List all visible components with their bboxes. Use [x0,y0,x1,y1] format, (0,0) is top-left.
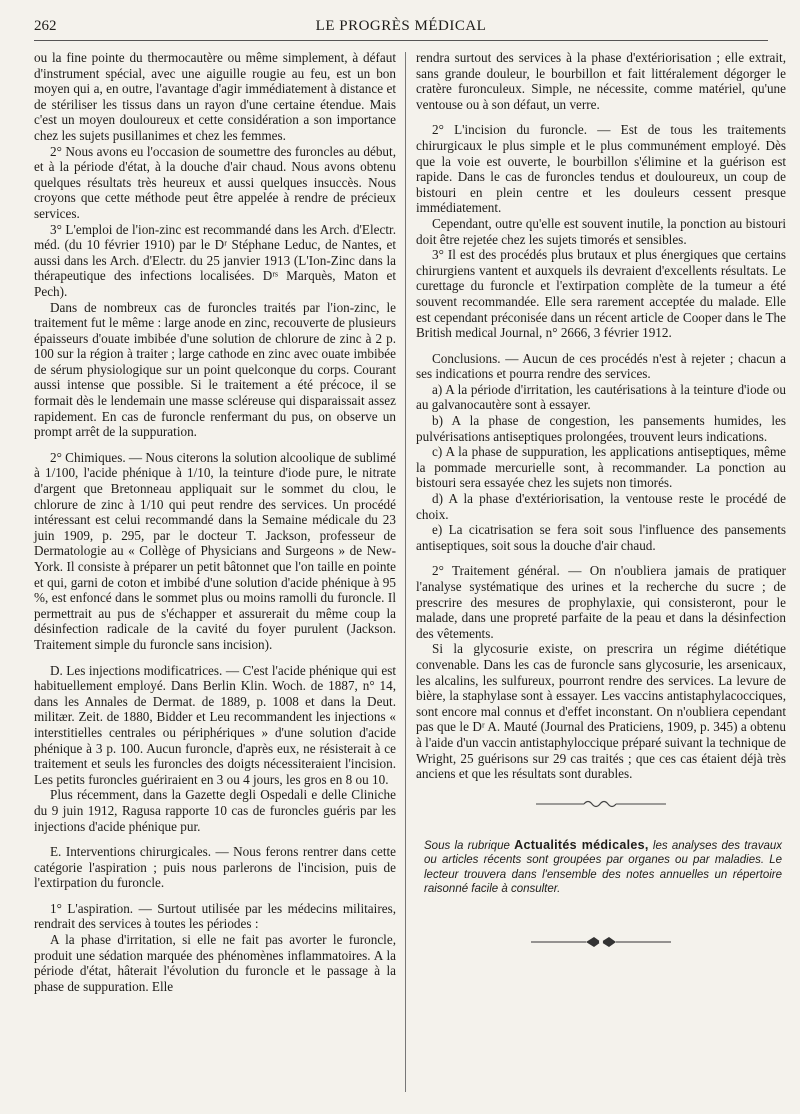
left-column [34,50,396,994]
paragraph: E. Interventions chirurgicales. — Nous ferons rentrer dans cette catégorie l'aspiration ; puis nous parlerons de l'incision, puis de l'extirpation du furoncle. [34,844,396,891]
paragraph: Plus récemment, dans la Gazette degli Ospedali e delle Cliniche du 9 juin 1912, Ragusa rapporte 10 cas de furoncles guéris par les injections d'acide phénique pur. [34,787,396,834]
paragraph: a) A la période d'irritation, les cautérisations à la teinture d'iode ou au galvanocautère sont à essayer. [416,381,786,413]
column-divider [405,52,406,1092]
paragraph: b) A la phase de congestion, les pansements humides, les pulvérisations antiseptiques prolongées, trouvent leurs indications. [416,413,786,444]
paragraph: e) La cicatrisation se fera soit sous l'influence des pansements antiseptiques, soit sous la douche d'air chaud. [416,522,786,553]
flourish-divider [416,798,786,810]
paragraph: Dans de nombreux cas de furoncles traités par l'ion-zinc, le traitement fut le même : large anode en zinc, recouverte de plusieurs épaisseurs d'ouate imbibée d'une solution de chlorure de zinc à 2 p. 100 sur la région à traiter ; large cathode en zinc avec ouate imbibée de sérum physiologique sur un point quelconque du corps. Courant aussi intense que possible. Si le traitement a été précoce, il se formait dès le lendemain une masse scléreuse qui disparaissait assez rapidement. En cas de furoncle renfermant du pus, on observe un prompt arrêt de la suppuration. [34,299,396,440]
paragraph: Cependant, outre qu'elle est souvent inutile, la ponction au bistouri doit être rejetée chez les sujets timorés et sensibles. [416,215,786,247]
running-title: LE PROGRÈS MÉDICAL [315,18,487,34]
paragraph: 2° Traitement général. — On n'oubliera jamais de pratiquer l'analyse systématique des urines et la recherche du sucre ; de prescrire des mesures de prophylaxie, qui consisteront, pour le malade, dans une propreté parfaite de la peau et dans la désinfection des vêtements. [416,563,786,641]
paragraph: 2° Chimiques. — Nous citerons la solution alcoolique de sublimé à 1/100, l'acide phénique à 1/10, la teinture d'iode pure, le nitrate d'argent que Bretonneau appliquait sur le sommet du clou, le chlorure de zinc à 1/10 qui peut rendre des services. Un procédé intéressant est celui recommandé dans la Semaine médicale du 23 juin 1909, p. 295, par le docteur T. Jackson, professeur de Dermatologie au « Collège of Physicians and Surgeons » de New-York. Il consiste à préparer un petit bâtonnet que l'on taille en pointe et qui, garni de coton et imbibé d'une solution d'acide phénique à 95 %, est enfoncé dans le sommet plus ou moins ramolli du furoncle. Il permettrait au pus de s'échapper et assurerait du même coup la désinfection radicale de la cavité du foyer purulent (Jackson. Traitement simple du furoncle sans incision). [34,449,396,652]
rubric-notice [424,838,782,897]
notice-lead: Sous la rubrique [424,839,510,852]
paragraph: d) A la phase d'extériorisation, la ventouse reste le procédé de choix. [416,491,786,522]
page-header [34,16,768,41]
paragraph: A la phase d'irritation, si elle ne fait pas avorter le furoncle, produit une sédation marquée des phénomènes inflammatoires. A la période d'état, hâterait l'évolution du furoncle et le passage à la phase de suppuration. Elle [34,932,396,994]
paragraph: D. Les injections modificatrices. — C'est l'acide phénique qui est habituellement employé. Dans Berlin Klin. Woch. de 1887, n° 14, dans les Annales de Dermat. de 1889, p. 1008 et dans la Deut. militær. Zeit. de 1880, Bidder et Leu recommandent les injections « interstitielles centrales ou périphériques » d'une solution d'acide phénique à 3 p. 100. Aucun furoncle, d'après eux, ne résisterait à ce traitement et seuls les furoncles des doigts nécessiteraient l'incision. Les petits furoncles guériraient en 3 ou 4 jours, les gros en 8 ou 10. [34,662,396,787]
ornament-divider [416,935,786,949]
right-column [416,50,786,949]
paragraph: rendra surtout des services à la phase d'extériorisation ; elle extrait, sans grande douleur, le bourbillon et fait littéralement dégorger le cratère furonculeux. Simple, ne nécessite, comme matériel, qu'une ventouse ou à son défaut, un verre. [416,50,786,112]
paragraph: 2° L'incision du furoncle. — Est de tous les traitements chirurgicaux le plus simple et le plus communément employé. Dès que la voie est ouverte, le bourbillon s'élimine et la guérison est rapide. Dans le cas de furoncles tendus et douloureux, un coup de bistouri en plein centre et les douleurs cessent presque immédiatement. [416,122,786,216]
page-number: 262 [34,18,57,34]
paragraph: 3° L'emploi de l'ion-zinc est recommandé dans les Arch. d'Electr. méd. (du 10 février 1910) par le Dʳ Stéphane Leduc, de Nantes, et aussi dans les Arch. d'Electr. du 25 janvier 1913 (L'Ion-Zinc dans la thérapeutique des infections localisées. Dʳˢ Marquès, Maton et Pech). [34,221,396,299]
paragraph: c) A la phase de suppuration, les applications antiseptiques, même la pommade mercurielle sont, à recommander. La ponction au bistouri sera essayée chez les sujets non timorés. [416,444,786,491]
paragraph: 3° Il est des procédés plus brutaux et plus énergiques que certains chirurgiens vantent et auxquels ils devraient d'excellents résultats. Le curettage du furoncle et l'extirpation complète de la tumeur a été souvent recommandée. Elle sera rarement acceptée du malade. Elle est cependant préconisée dans un récent article de Cooper dans le The British medical Journal, n° 2666, 3 février 1912. [416,247,786,341]
notice-rubric: Actualités médicales, [514,837,649,852]
notice-body: les analyses des travaux ou articles récents sont groupées par organes ou par maladies. Le lecteur trouvera dans l'ensemble des notes annuelles un répertoire raisonné facile à consulter. [424,839,782,896]
paragraph: ou la fine pointe du thermocautère ou même simplement, à défaut d'instrument spécial, avec une aiguille rougie au feu, est un bon moyen qui a, en outre, l'avantage d'agir immédiatement à distance et de stériliser les tissus dans un rayon d'une certaine étendue. Mais c'est un moyen douloureux et cette considération a son importance chez les sujets pusillanimes et chez les femmes. [34,50,396,143]
paragraph: Conclusions. — Aucun de ces procédés n'est à rejeter ; chacun a ses indications et pourra rendre des services. [416,350,786,382]
paragraph: 1° L'aspiration. — Surtout utilisée par les médecins militaires, rendrait des services à toutes les périodes : [34,900,396,932]
paragraph: 2° Nous avons eu l'occasion de soumettre des furoncles au début, et à la période d'état, à la douche d'air chaud. Nous avons obtenu quelques résultats très heureux et aussi quelques insuccès. Nous croyons que cette méthode peut être appelée à rendre de précieux services. [34,143,396,221]
paragraph: Si la glycosurie existe, on prescrira un régime diététique convenable. Dans les cas de furoncle sans glycosurie, les arsenicaux, les alcalins, les sulfureux, pourront rendre des services. La levure de bière, la staphylase sont à essayer. Les vaccins antistaphylacocciques, sont encore mal connus et d'effet inconstant. On n'oubliera cependant pas que le Dʳ A. Mauté (Journal des Praticiens, 1909, p. 345) a obtenu à l'aide d'un vaccin antistaphyloccique préparé suivant la technique de Wright, 25 guérisons sur 29 cas traités ; que ces cas étaient déjà très anciens et que les résultats sont durables. [416,641,786,782]
